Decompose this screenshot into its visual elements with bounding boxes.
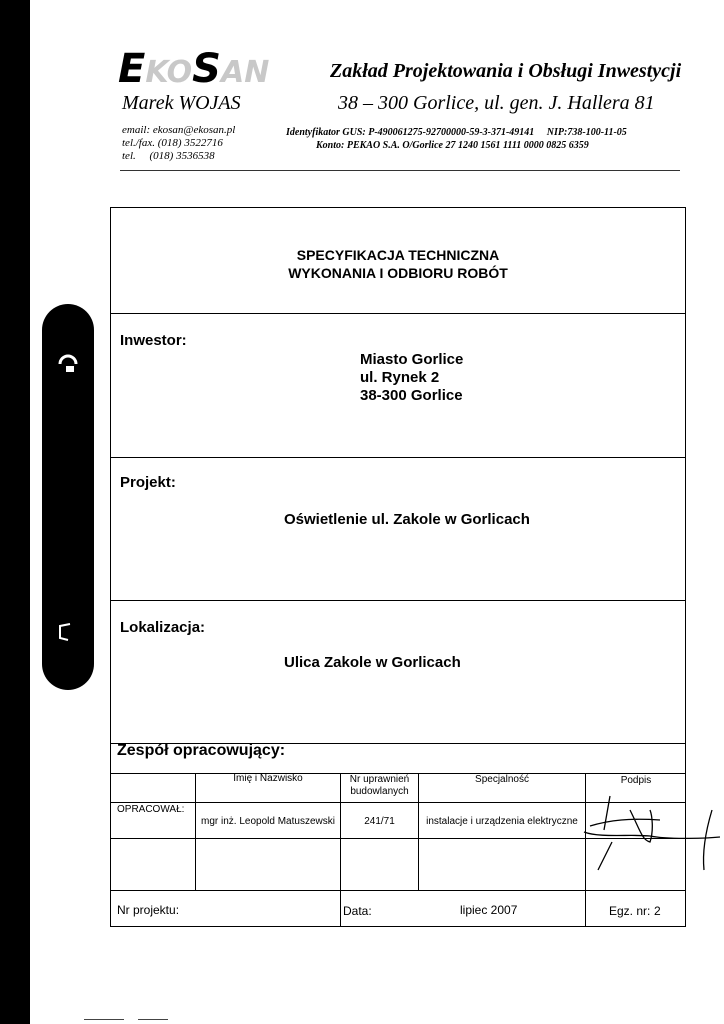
- divider: [110, 313, 686, 314]
- owner-name: Marek WOJAS: [122, 92, 241, 114]
- divider: [110, 600, 686, 601]
- gus-nip: Identyfikator GUS: P-490061275-92700000-59-3-371-49141 NIP:738-100-11-05: [286, 127, 627, 138]
- document-title: [110, 246, 686, 282]
- row-label-prepared: OPRACOWAŁ:: [117, 804, 185, 815]
- investor-street: ul. Rynek 2: [360, 369, 440, 386]
- title-line-2: WYKONANIA I ODBIORU ROBÓT: [288, 265, 508, 281]
- investor-city: 38-300 Gorlice: [360, 387, 463, 404]
- table-row-line: [110, 890, 686, 891]
- investor-label: Inwestor:: [120, 332, 187, 349]
- col-line: [418, 773, 419, 890]
- scan-mark: [138, 1019, 168, 1020]
- scan-edge: [0, 0, 30, 1024]
- project-number-label: Nr projektu:: [117, 903, 180, 917]
- copy-number-label: Egz. nr:: [609, 904, 651, 918]
- firm-address: 38 – 300 Gorlice, ul. gen. J. Hallera 81: [338, 92, 655, 114]
- binder-holes: [42, 304, 94, 690]
- contact-phone: tel. (018) 3536538: [122, 150, 215, 162]
- contact-info: [122, 124, 235, 163]
- col-header-signature: Podpis: [620, 775, 652, 786]
- author-specialty: instalacje i urządzenia elektryczne: [426, 816, 578, 827]
- company-logo: EKOSAN: [118, 46, 270, 92]
- col-header-specialty: Specjalność: [475, 774, 529, 785]
- divider: [110, 457, 686, 458]
- contact-email: email: ekosan@ekosan.pl: [122, 124, 236, 136]
- author-name: mgr inż. Leopold Matuszewski: [201, 816, 335, 827]
- project-value: Oświetlenie ul. Zakole w Gorlicach: [284, 511, 530, 528]
- location-label: Lokalizacja:: [120, 619, 206, 636]
- project-label: Projekt:: [120, 474, 176, 491]
- handwritten-signature: [570, 790, 720, 880]
- author-license: 241/71: [364, 816, 395, 827]
- copy-number-value: 2: [654, 904, 661, 918]
- col-header-license: Nr uprawnień budowlanych: [349, 774, 410, 797]
- scan-mark: [84, 1019, 124, 1020]
- team-label: Zespół opracowujący:: [117, 742, 286, 759]
- contact-fax: tel./fax. (018) 3522716: [122, 137, 223, 149]
- bank-account: Konto: PEKAO S.A. O/Gorlice 27 1240 1561 1111 0000 0825 6359: [316, 140, 589, 151]
- investor-details: [360, 351, 463, 405]
- header-divider: [120, 170, 680, 171]
- col-header-name: Imię i Nazwisko: [233, 773, 303, 784]
- binder-clip: [42, 304, 94, 690]
- date-value: lipiec 2007: [460, 903, 518, 917]
- col-line: [195, 773, 196, 890]
- firm-name: Zakład Projektowania i Obsługi Inwestycji: [330, 60, 682, 82]
- date-label: Data:: [343, 904, 372, 918]
- title-line-1: SPECYFIKACJA TECHNICZNA: [296, 247, 500, 263]
- location-value: Ulica Zakole w Gorlicach: [284, 654, 461, 671]
- investor-name: Miasto Gorlice: [360, 351, 464, 368]
- firm-identifiers: [286, 126, 627, 152]
